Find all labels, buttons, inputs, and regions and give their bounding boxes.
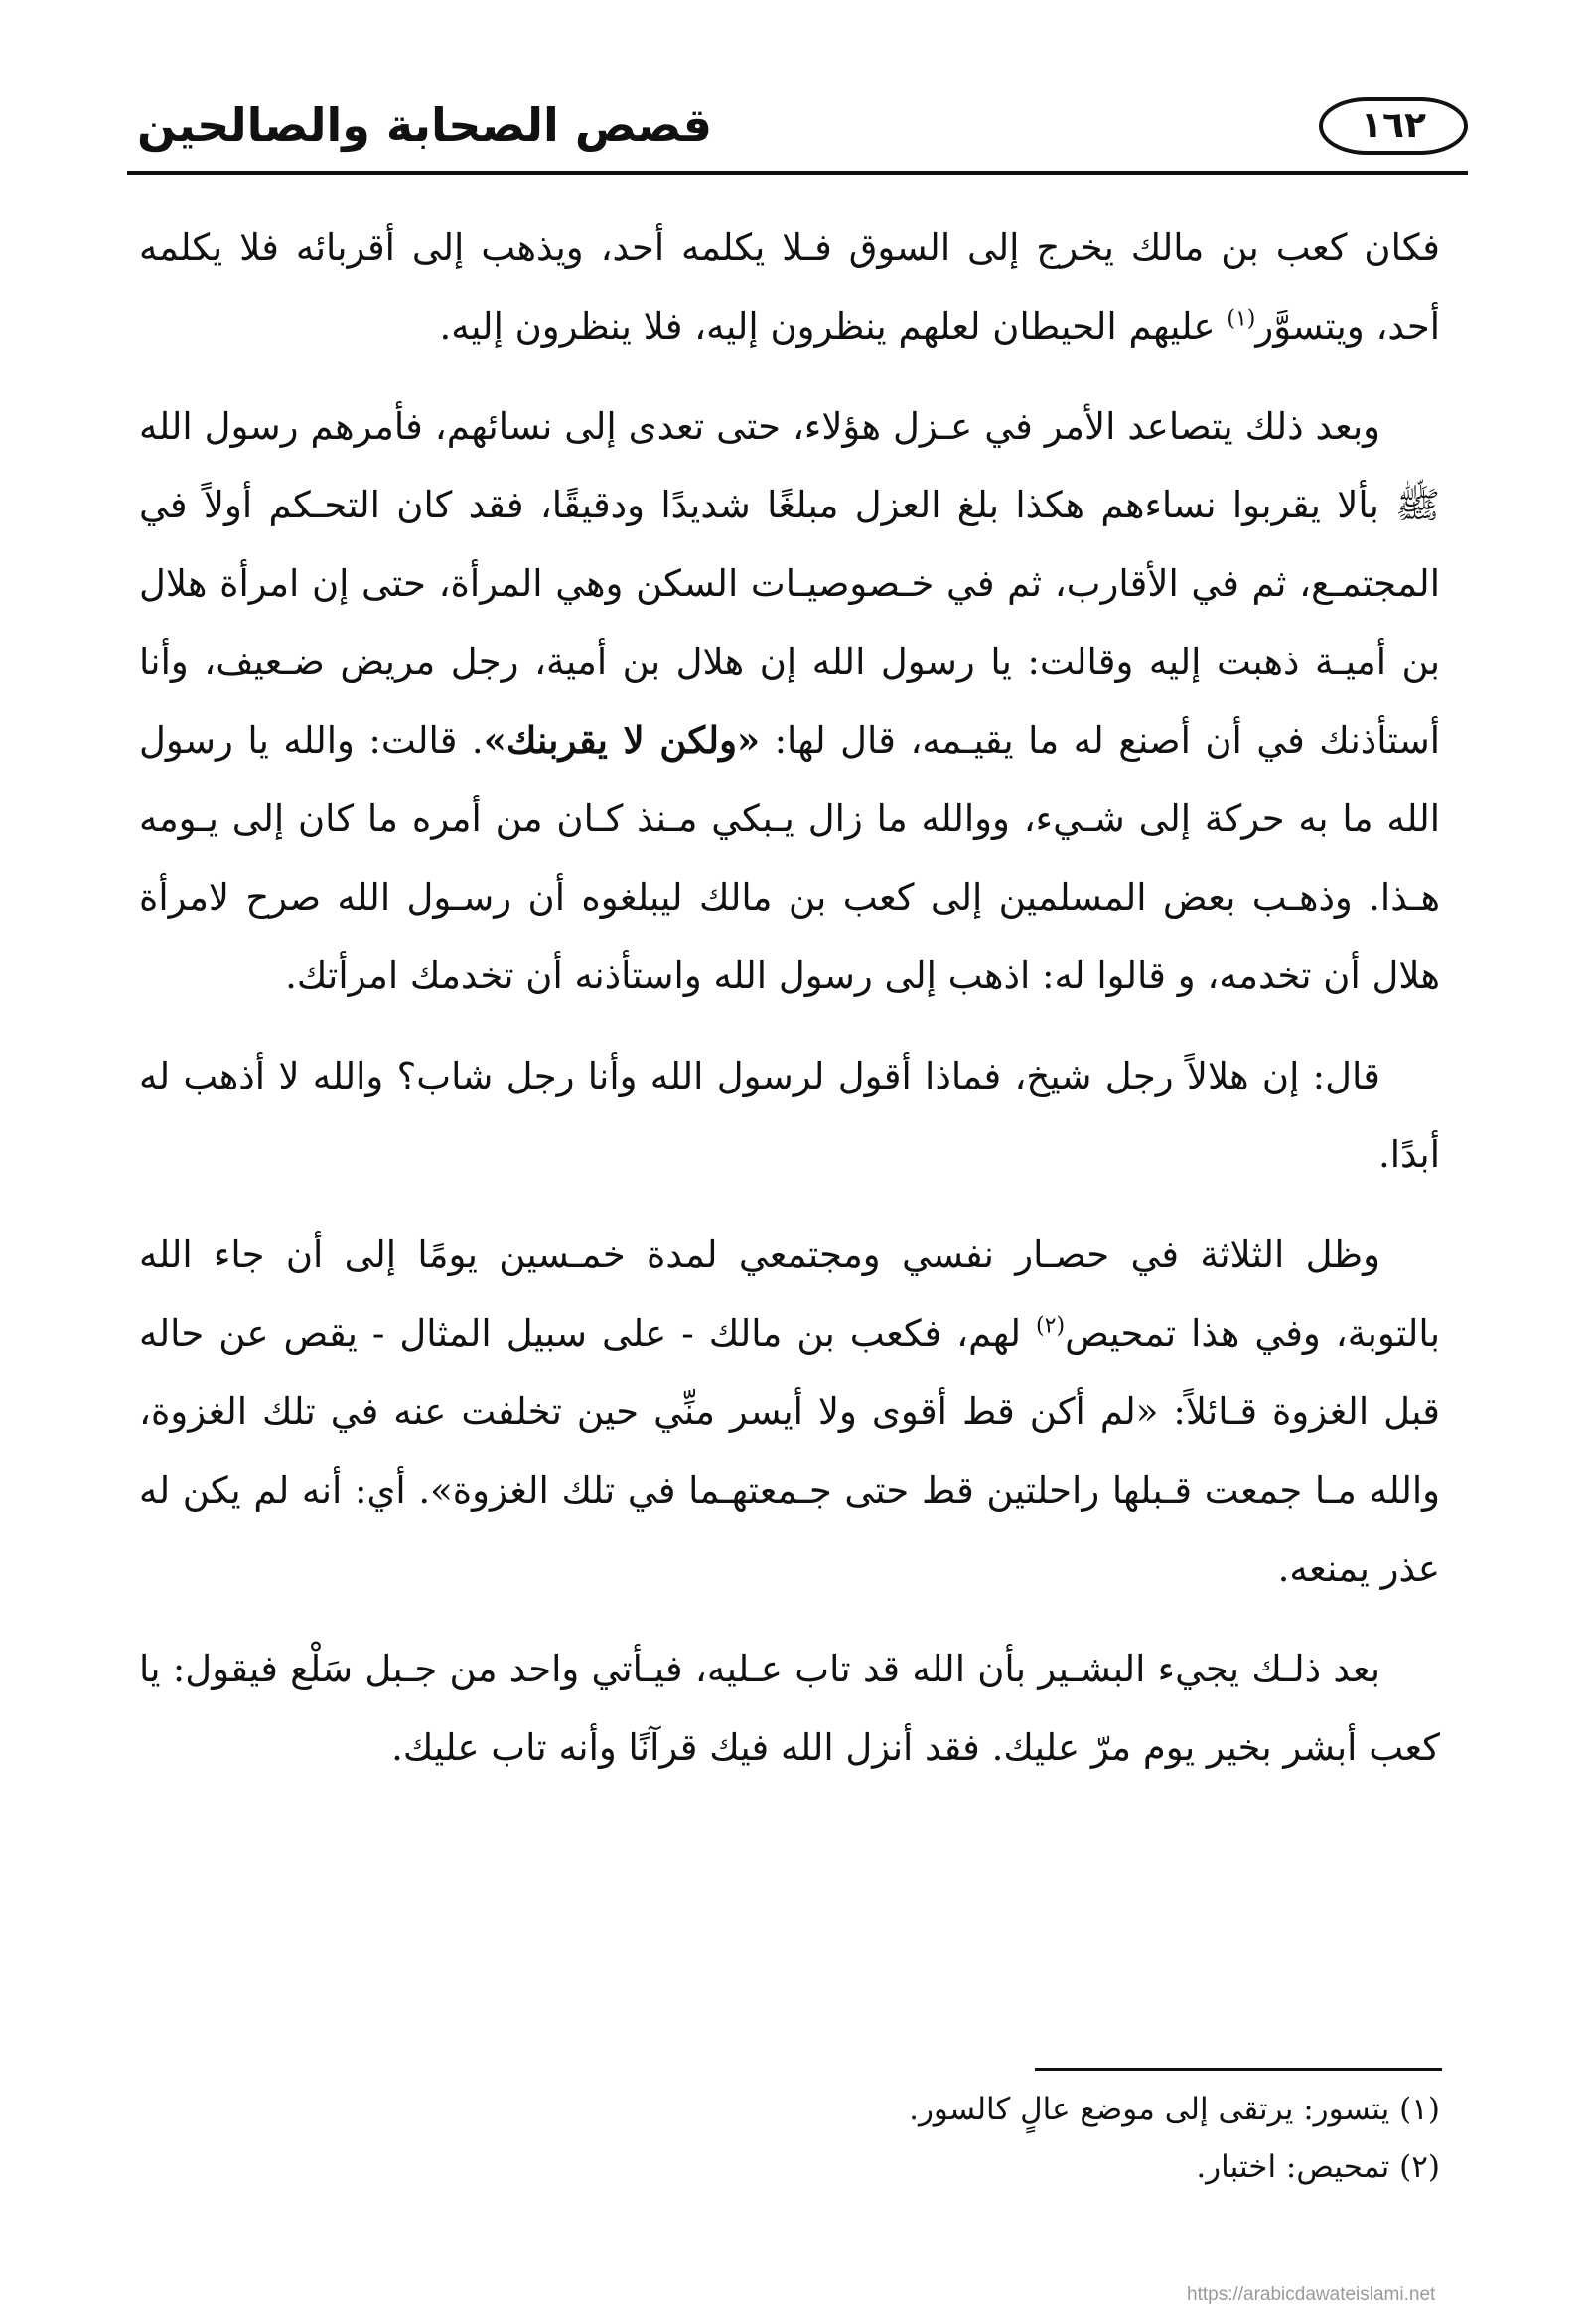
paragraph-2-text-a: وبعد ذلك يتصاعد الأمر في عـزل هؤلاء، حتى تعدى إلى نسائهم، فأمرهم رسول الله ﷺ بألا يقربوا نساءهم هكذا بلغ العزل مبلغًا شديدًا ودقيقًا، فقد كان التحـكم أولاً في المجتمـع، ثم في الأقارب، ثم في خـصوصيـات السكن وهي المرأة، حتى إن امرأة هلال بن أميـة ذهبت إليه وقالت: يا رسول الله إن هلال بن أمية، رجل مريض ضـعيف، وأنا أستأذنك في أن أصنع له ما يقيـمه، قال لها:	[139, 405, 1440, 762]
paragraph-4-text-a: وظل الثلاثة في حصـار نفسي ومجتمعي لمدة خمـسين يومًا إلى أن جاء الله بالتوبة، وفي هذا تمحيص	[139, 1234, 1440, 1355]
footnote-2: (٢) تمحيص: اختبار.	[1196, 2149, 1440, 2185]
footnote-ref-2[interactable]: (٢)	[1036, 1313, 1066, 1339]
paragraph-4-text-b: لهم، فكعب بن مالك - على سبيل المثال - يقص عن حاله قبل الغزوة قـائلاً: «لم أكن قط أقوى ولا أيسر منِّي حين تخلفت عنه في تلك الغزوة، والله مـا جمعت قـبلها راحلتين قط حتى جـمعتهـما في تلك الغزوة». أي: أنه لم يكن له عذر يمنعه.	[139, 1312, 1440, 1590]
footnote-divider	[1035, 2068, 1442, 2071]
page-number-badge: ١٦٢	[1319, 97, 1468, 155]
header-divider	[127, 171, 1468, 175]
footnotes	[139, 2081, 1440, 2196]
paragraph-1	[139, 209, 1440, 365]
page-header	[127, 89, 1468, 169]
paragraph-3: قال: إن هلالاً رجل شيخ، فماذا أقول لرسول الله وأنا رجل شاب؟ والله لا أذهب له أبدًا.	[139, 1055, 1440, 1176]
source-watermark: https://arabicdawateislami.net	[1187, 2284, 1436, 2305]
running-title: قصص الصحابة والصالحين	[137, 98, 713, 152]
paragraph-1-text-b: عليهم الحيطان لعلهم ينظرون إليه، فلا ينظرون إليه.	[439, 305, 1228, 348]
paragraph-2	[139, 387, 1440, 1015]
footnote-ref-1[interactable]: (١)	[1227, 306, 1256, 332]
paragraph-5: بعد ذلـك يجيء البشـير بأن الله قد تاب عـليه، فيـأتي واحد من جـبل سَلْع فيقول: يا كعب أبشر بخير يوم مرّ عليك. فقد أنزل الله فيك قرآنًا وأنه تاب عليك.	[139, 1648, 1440, 1769]
footnote-1: (١) يتسور: يرتقى إلى موضع عالٍ كالسور.	[909, 2092, 1440, 2127]
paragraph-4	[139, 1216, 1440, 1608]
main-text	[139, 209, 1440, 1809]
paragraph-2-text-b: . قالت: والله يا رسول الله ما به حركة إلى شـيء، ووالله ما زال يـبكي مـنذ كـان من أمره ما كان إلى يـومه هـذا. وذهـب بعض المسلمين إلى كعب بن مالك ليبلغوه أن رسـول الله صرح لامرأة هلال أن تخدمه، و قالوا له: اذهب إلى رسول الله واستأذنه أن تخدمك امرأتك.	[139, 719, 1440, 997]
paragraph-1-text-a: فكان كعب بن مالك يخرج إلى السوق فـلا يكلمه أحد، ويذهب إلى أقربائه فلا يكلمه أحد، ويتسوَّر	[139, 226, 1440, 348]
hadith-quote: «ولكن لا يقربنك»	[483, 718, 761, 762]
